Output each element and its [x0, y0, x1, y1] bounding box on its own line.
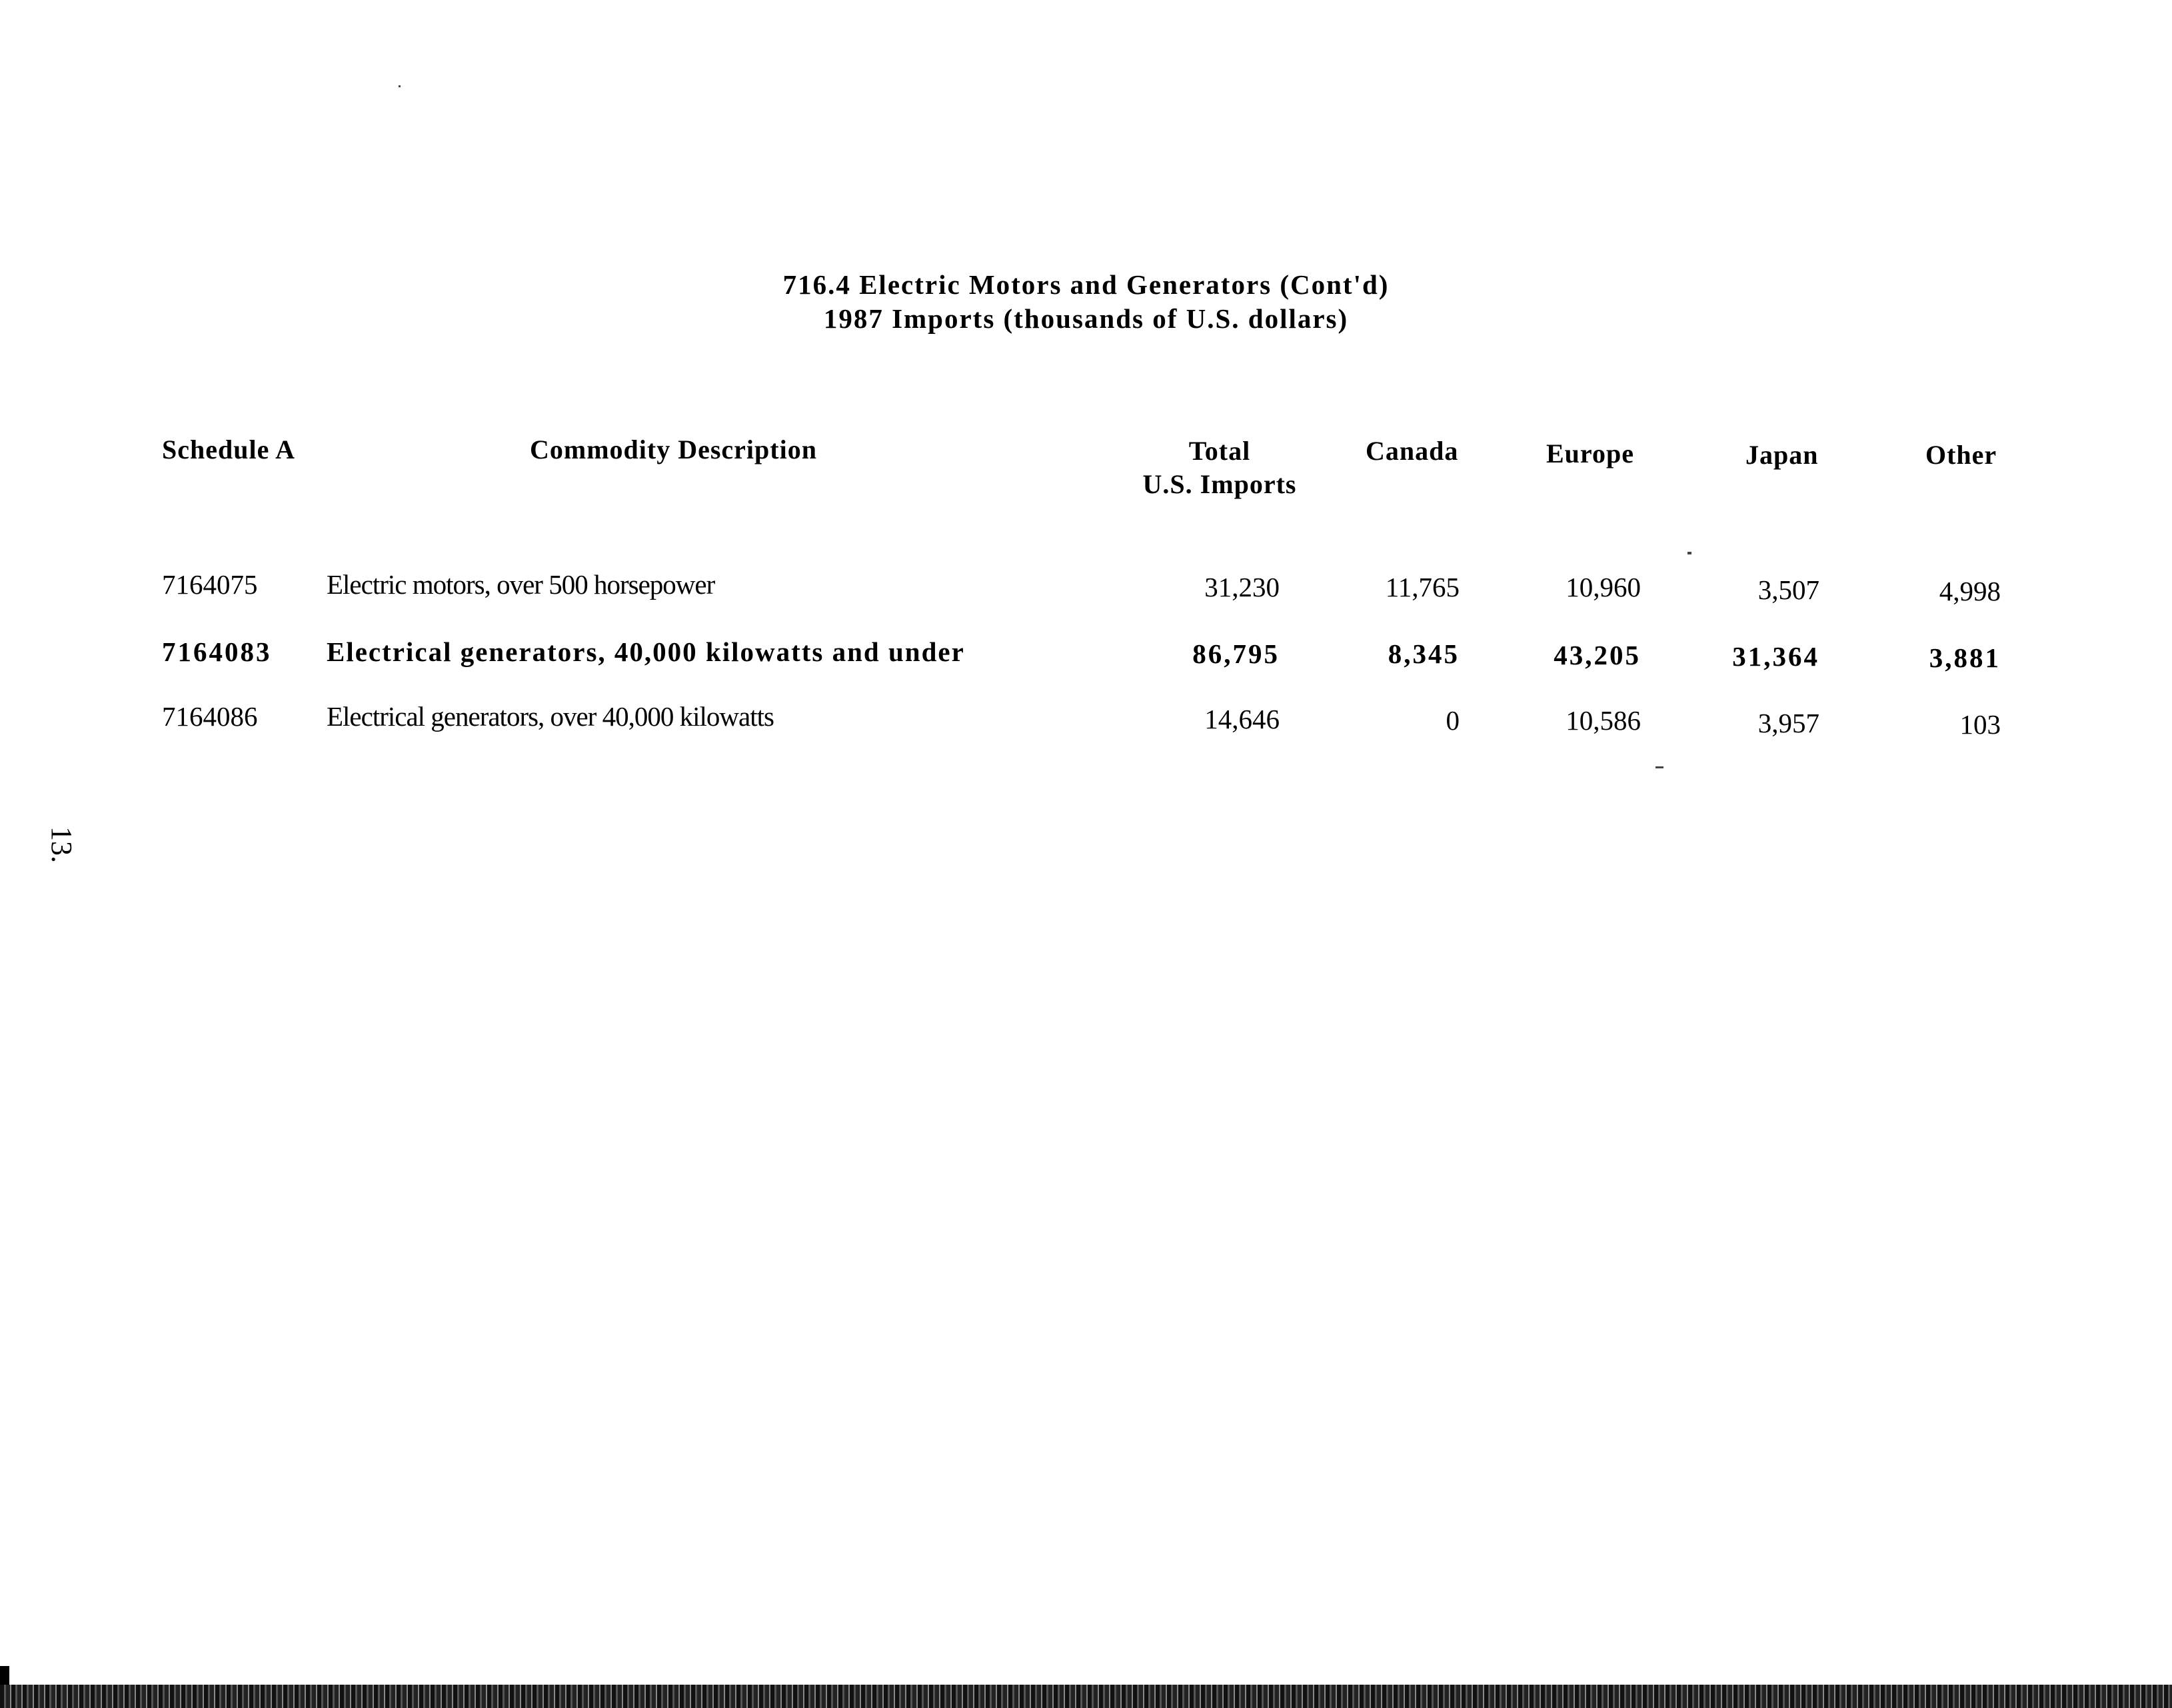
header-japan: Japan [1745, 440, 1819, 470]
header-total-line2: U.S. Imports [1142, 469, 1297, 499]
cell-schedule: 7164083 [162, 636, 272, 667]
header-description: Commodity Description [530, 434, 817, 464]
cell-description: Electric motors, over 500 horsepower [327, 569, 715, 600]
cell-europe: 10,586 [1566, 705, 1641, 736]
cell-europe: 10,960 [1566, 572, 1641, 602]
cell-total: 86,795 [1192, 638, 1280, 669]
scan-speck [399, 85, 401, 87]
header-total [1133, 434, 1306, 501]
cell-japan: 3,957 [1757, 708, 1819, 738]
cell-other: 4,998 [1939, 576, 2001, 606]
cell-total: 14,646 [1204, 704, 1280, 734]
table-title: 716.4 Electric Motors and Generators (Cont'd) [782, 269, 1390, 300]
header-canada: Canada [1366, 436, 1459, 466]
cell-europe: 43,205 [1554, 640, 1641, 670]
cell-canada: 0 [1446, 705, 1460, 736]
cell-other: 3,881 [1929, 642, 2001, 673]
scan-noise-strip [0, 1685, 2172, 1708]
header-europe: Europe [1546, 438, 1634, 468]
scan-speck [1655, 766, 1663, 768]
header-other: Other [1925, 440, 1997, 470]
cell-schedule: 7164075 [162, 569, 258, 600]
cell-japan: 31,364 [1732, 641, 1819, 672]
scan-edge-mark [0, 1666, 9, 1686]
scan-speck [1687, 552, 1691, 554]
cell-canada: 8,345 [1388, 638, 1460, 669]
table-subtitle: 1987 Imports (thousands of U.S. dollars) [823, 303, 1349, 334]
cell-description: Electrical generators, over 40,000 kilowatts [327, 701, 774, 732]
cell-total: 31,230 [1204, 572, 1280, 602]
header-total-line1: Total [1188, 436, 1251, 466]
header-schedule: Schedule A [162, 434, 296, 464]
cell-schedule: 7164086 [162, 701, 258, 732]
page-number: 13. [45, 826, 78, 863]
cell-japan: 3,507 [1757, 574, 1819, 605]
cell-other: 103 [1959, 709, 2001, 740]
cell-description: Electrical generators, 40,000 kilowatts and under [327, 636, 965, 667]
cell-canada: 11,765 [1385, 572, 1460, 602]
